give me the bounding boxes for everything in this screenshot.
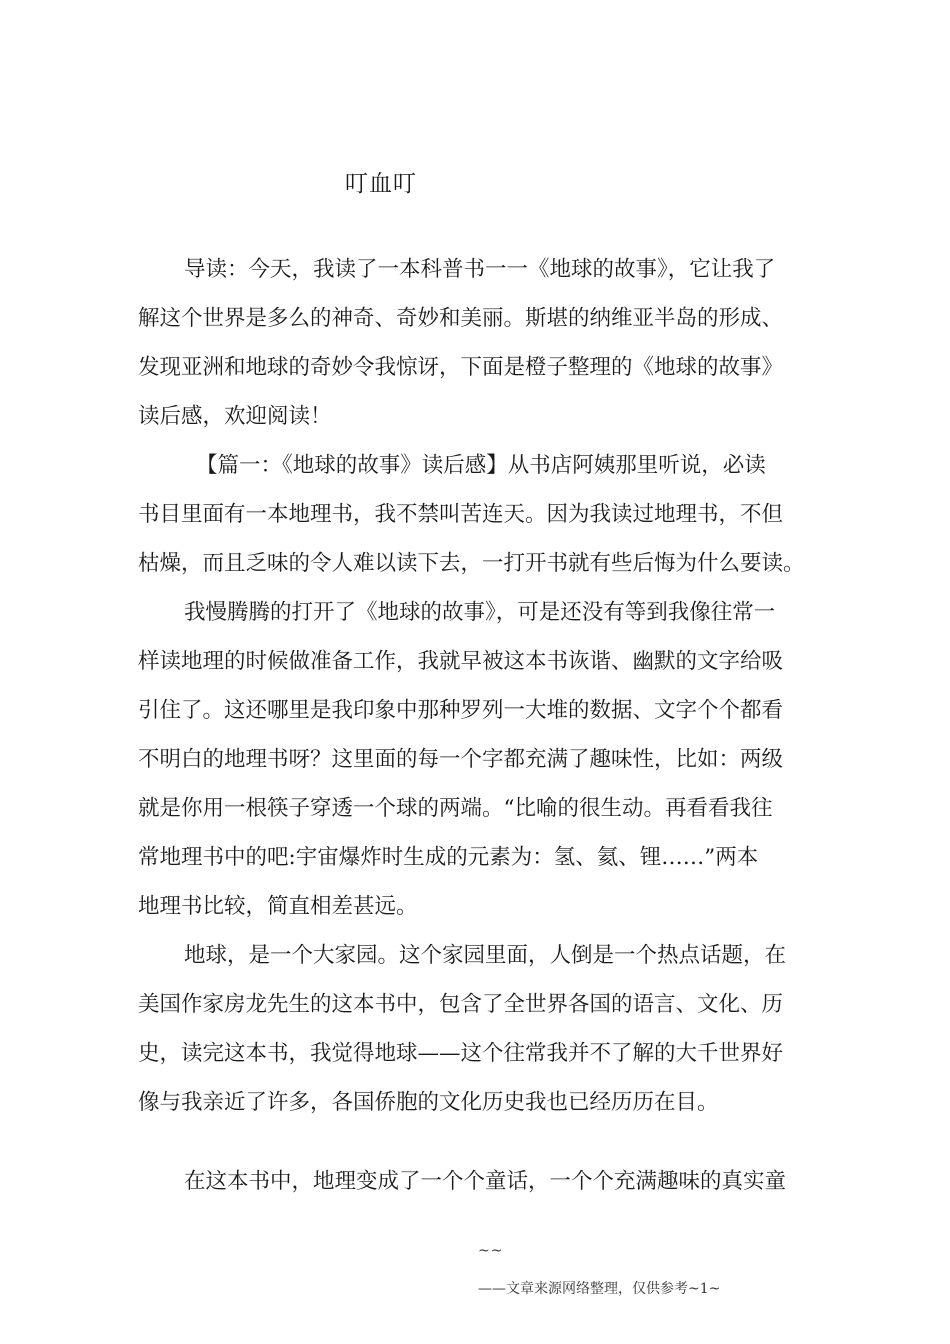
part1-paragraph xyxy=(138,441,828,588)
text-line: 【篇一：《地球的故事》读后感】从书店阿姨那里听说，必读 xyxy=(196,453,766,478)
text-line: 史，读完这本书，我觉得地球——这个往常我并不了解的大千世界好 xyxy=(138,1041,784,1066)
text-line: 导读：今天，我读了一本科普书一一《地球的故事》，它让我了 xyxy=(184,257,776,282)
part4-paragraph xyxy=(138,1157,828,1206)
text-line: 常地理书中的吧:宇宙爆炸时生成的元素为：氢、氦、锂……”两本 xyxy=(138,845,759,870)
text-line: 不明白的地理书呀？这里面的每一个字都充满了趣味性，比如：两级 xyxy=(138,747,784,772)
text-line: 地球，是一个大家园。这个家园里面，人倒是一个热点话题，在 xyxy=(184,943,787,968)
text-line: 就是你用一根筷子穿透一个球的两端。“比喻的很生动。再看看我往 xyxy=(138,796,773,821)
text-line: 像与我亲近了许多，各国侨胞的文化历史我也已经历历在目。 xyxy=(138,1090,719,1115)
text-line: 地理书比较，简直相差甚远。 xyxy=(138,894,418,919)
footer-note: ——文章来源网络整理，仅供参考~1~ xyxy=(478,1281,721,1297)
intro-paragraph xyxy=(138,245,828,441)
text-line: 解这个世界是多么的神奇、奇妙和美丽。斯堪的纳维亚半岛的形成、 xyxy=(138,306,784,331)
text-line: 枯燥，而且乏味的令人难以读下去，一打开书就有些后悔为什么要读。 xyxy=(138,551,805,576)
part2-paragraph xyxy=(138,588,828,931)
document-heading: 叮血叮 xyxy=(345,171,417,197)
text-line: 美国作家房龙先生的这本书中，包含了全世界各国的语言、文化、历 xyxy=(138,992,784,1017)
text-line: 在这本书中，地理变成了一个个童话，一个个充满趣味的真实童 xyxy=(184,1169,787,1194)
part3-paragraph xyxy=(138,931,828,1127)
text-line: 引住了。这还哪里是我印象中那种罗列一大堆的数据、文字个个都看 xyxy=(138,698,784,723)
footer-mark: ~~ xyxy=(478,1243,504,1259)
text-line: 样读地理的时候做准备工作，我就早被这本书诙谐、幽默的文字给吸 xyxy=(138,649,784,674)
text-line: 书目里面有一本地理书，我不禁叫苦连天。因为我读过地理书，不但 xyxy=(138,502,784,527)
text-line: 读后感，欢迎阅读！ xyxy=(138,404,332,429)
text-line: 我慢腾腾的打开了《地球的故事》，可是还没有等到我像往常一 xyxy=(184,600,776,625)
text-line: 发现亚洲和地球的奇妙令我惊讶，下面是橙子整理的《地球的故事》 xyxy=(138,355,784,380)
